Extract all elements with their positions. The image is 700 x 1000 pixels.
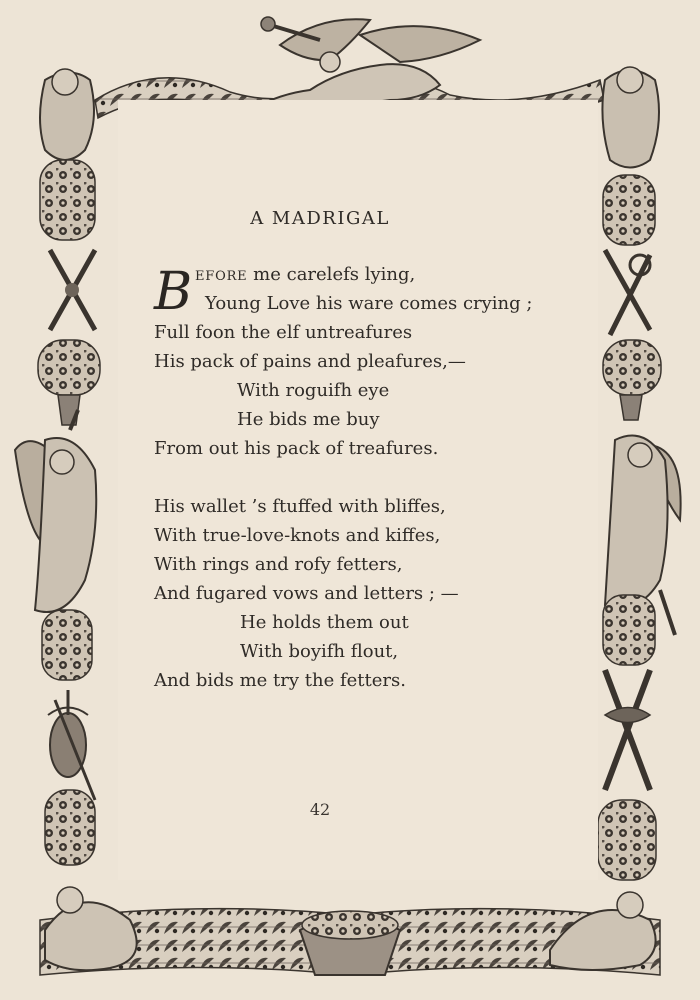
stanza1-line-5: He bids me buy	[237, 409, 380, 430]
stanza1-line-4: With roguifh eye	[237, 380, 390, 401]
stanza1-line-3: His pack of pains and pleafures,—	[154, 351, 466, 372]
stanza2-line-5: He holds them out	[240, 612, 409, 633]
right-column-ornament	[598, 67, 681, 880]
stanza1-line-1: Young Love his ware comes crying ;	[205, 293, 533, 314]
drop-cap: B	[154, 262, 193, 322]
stanza2-line-3: With rings and rofy fetters,	[154, 554, 403, 575]
page-number: 42	[309, 800, 331, 819]
stanza1-line-2: Full foon the elf untreafures	[154, 322, 413, 343]
stanza1-line-6: From out his pack of treafures.	[154, 438, 439, 459]
first-line-text: me carelefs lying,	[247, 264, 416, 285]
stanza2-line-1: His wallet ’s ftuffed with bliffes,	[154, 496, 446, 517]
left-column-ornament	[15, 69, 100, 865]
poem-title: A MADRIGAL	[250, 208, 390, 229]
first-line-caps: EFORE	[195, 269, 248, 284]
stanza2-line-6: With boyifh flout,	[240, 641, 399, 662]
stanza2-line-2: With true-love-knots and kiffes,	[154, 525, 441, 546]
stanza2-line-4: And fugared vows and letters ; —	[154, 583, 459, 604]
stanza2-line-7: And bids me try the fetters.	[154, 670, 406, 691]
first-line	[195, 260, 415, 291]
bottom-band-ornament	[40, 887, 660, 975]
